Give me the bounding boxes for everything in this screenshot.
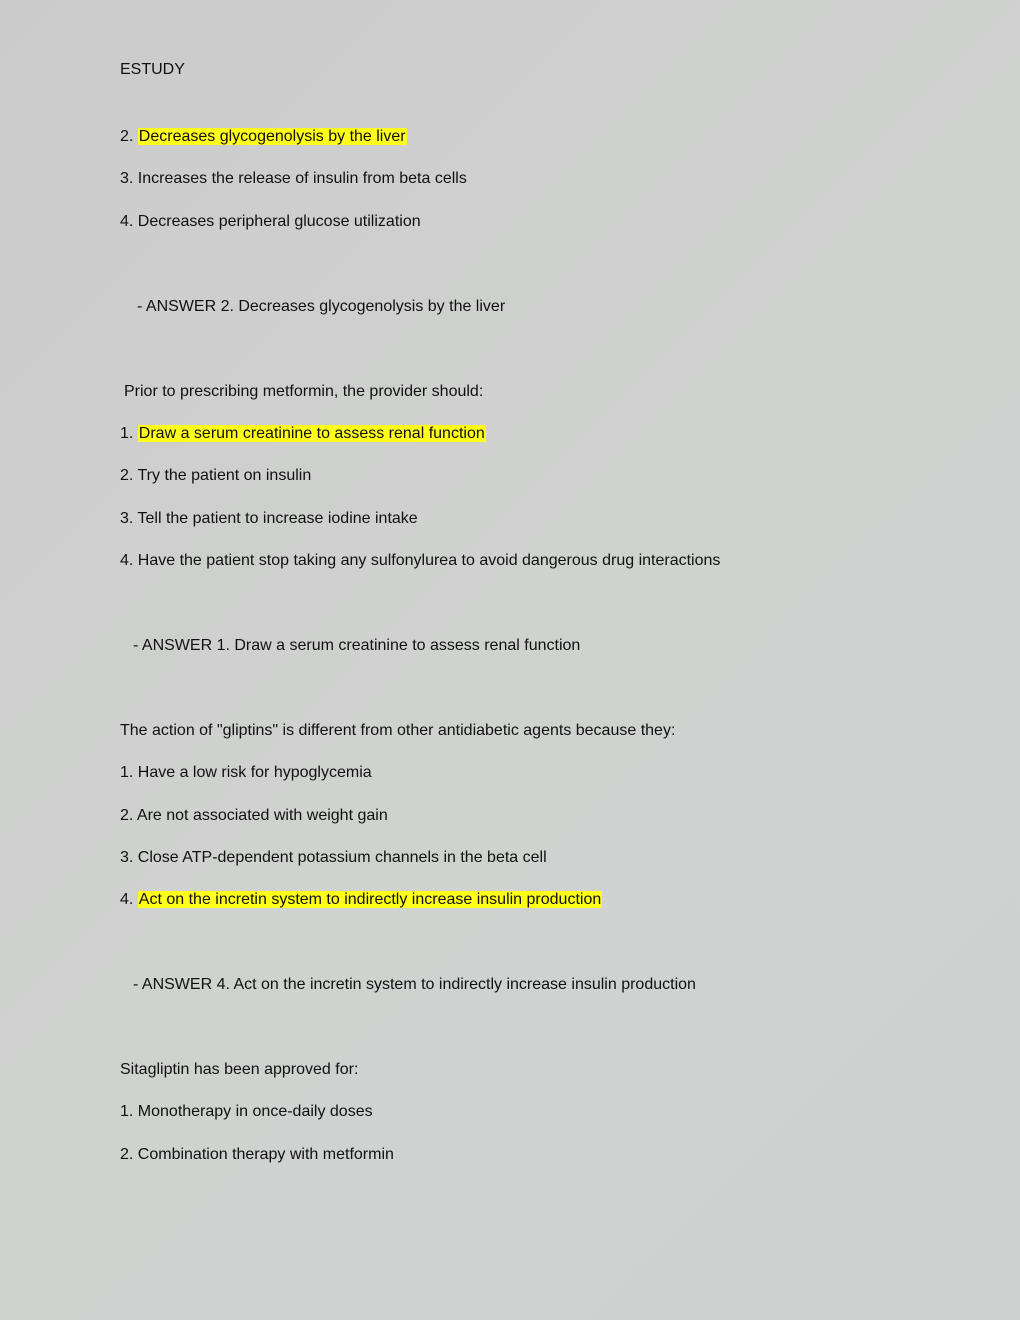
- q3-option-1: 1. Have a low risk for hypoglycemia: [120, 764, 372, 781]
- q1-answer: - ANSWER 2. Decreases glycogenolysis by the liver: [137, 298, 506, 315]
- q4-option-1: 1. Monotherapy in once-daily doses: [120, 1103, 373, 1120]
- q2-option-1: [120, 423, 486, 445]
- q4-question: Sitagliptin has been approved for:: [120, 1061, 359, 1078]
- q3-answer: - ANSWER 4. Act on the incretin system to indirectly increase insulin production: [133, 976, 696, 993]
- option-number: 1.: [120, 425, 138, 442]
- q1-option-3: 3. Increases the release of insulin from beta cells: [120, 170, 467, 187]
- q3-option-4: [120, 889, 602, 911]
- q3-option-3: 3. Close ATP-dependent potassium channels in the beta cell: [120, 849, 547, 866]
- q2-option-2: 2. Try the patient on insulin: [120, 467, 312, 484]
- q4-option-2: 2. Combination therapy with metformin: [120, 1146, 394, 1163]
- option-number: 2.: [120, 128, 138, 145]
- highlighted-option-text: Act on the incretin system to indirectly increase insulin production: [138, 891, 602, 908]
- option-number: 4.: [120, 891, 138, 908]
- highlighted-option-text: Draw a serum creatinine to assess renal function: [138, 425, 485, 442]
- q3-question: The action of "gliptins" is different from other antidiabetic agents because they:: [120, 722, 676, 739]
- q2-option-4: 4. Have the patient stop taking any sulfonylurea to avoid dangerous drug interactions: [120, 552, 721, 569]
- q1-option-2: [120, 126, 407, 148]
- q1-option-4: 4. Decreases peripheral glucose utilization: [120, 213, 421, 230]
- highlighted-option-text: Decreases glycogenolysis by the liver: [138, 128, 406, 145]
- q3-option-2: 2. Are not associated with weight gain: [120, 807, 388, 824]
- q2-question: Prior to prescribing metformin, the provider should:: [124, 383, 484, 400]
- q2-option-3: 3. Tell the patient to increase iodine intake: [120, 510, 418, 527]
- q2-answer: - ANSWER 1. Draw a serum creatinine to assess renal function: [133, 637, 581, 654]
- document-header: ESTUDY: [120, 61, 185, 78]
